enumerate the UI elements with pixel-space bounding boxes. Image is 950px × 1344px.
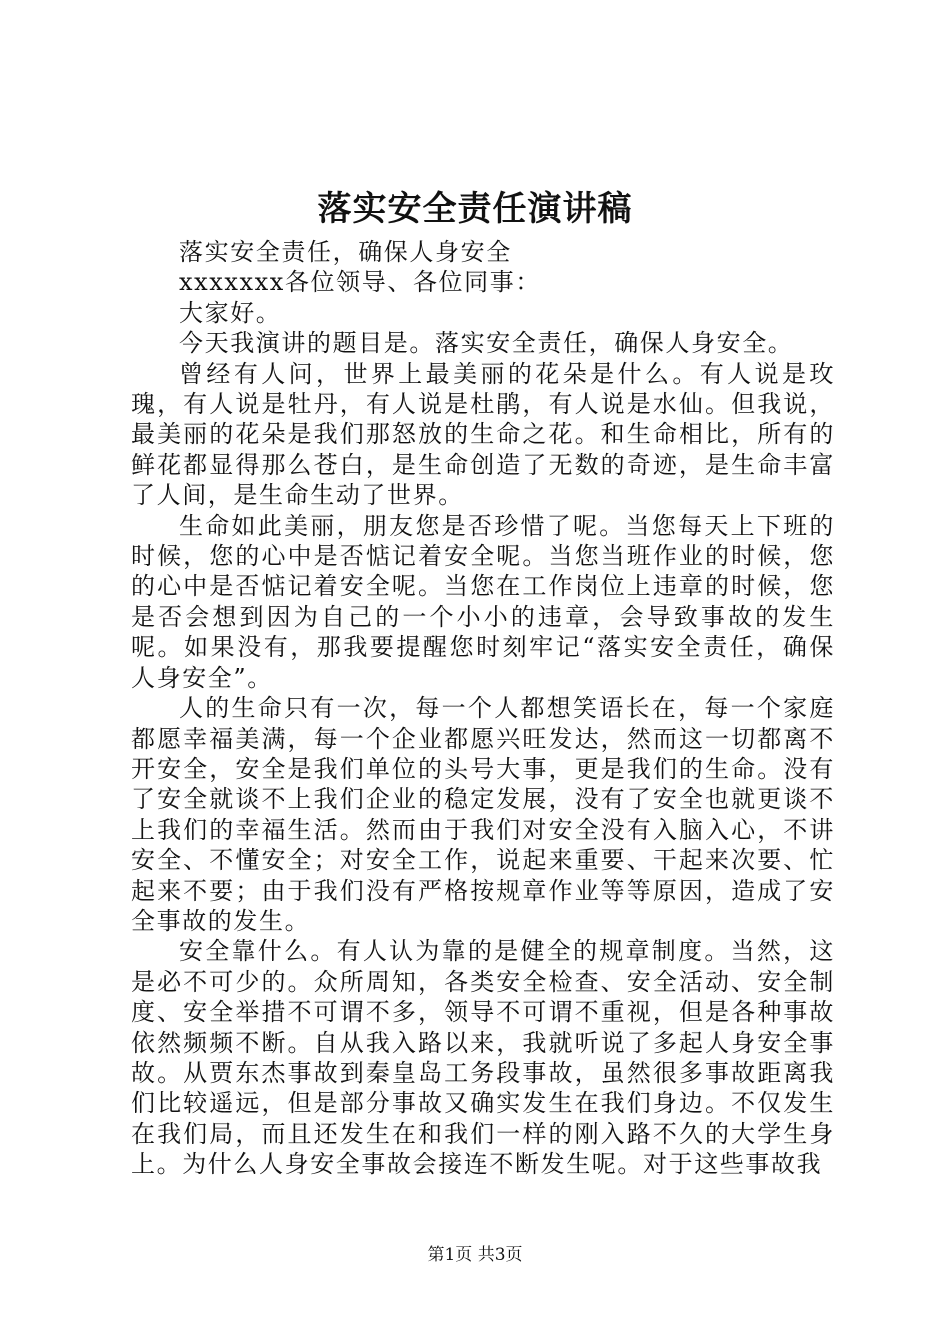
paragraph-flowers: 曾经有人问，世界上最美丽的花朵是什么。有人说是玫瑰，有人说是牡丹，有人说是杜鹃，有人说是水仙。但我说，最美丽的花朵是我们那怒放的生命之花。和生命相比，所有的鲜花都显得那么苍白，是生命创造了无数的奇迹，是生命丰富了人间，是生命生动了世界。 <box>131 359 835 510</box>
document-title: 落实安全责任演讲稿 <box>317 189 633 229</box>
paragraph-life-once: 人的生命只有一次，每一个人都想笑语长在，每一个家庭都愿幸福美满，每一个企业都愿兴旺发达，然而这一切都离不开安全，安全是我们单位的头号大事，更是我们的生命。没有了安全就谈不上我们企业的稳定发展，没有了安全也就更谈不上我们的幸福生活。然而由于我们对安全没有入脑入心，不讲安全、不懂安全；对安全工作，说起来重要、干起来次要、忙起来不要；由于我们没有严格按规章作业等等原因，造成了安全事故的发生。 <box>131 694 835 935</box>
paragraph-subtitle: 落实安全责任，确保人身安全 <box>179 238 512 266</box>
page-number-footer: 第1页 共3页 <box>427 1245 523 1265</box>
paragraph-topic: 今天我演讲的题目是。落实安全责任，确保人身安全。 <box>179 329 794 358</box>
paragraph-cherish-life: 生命如此美丽，朋友您是否珍惜了呢。当您每天上下班的时候，您的心中是否惦记着安全呢。当您当班作业的时候，您的心中是否惦记着安全呢。当您在工作岗位上违章的时候，您是否会想到因为自己的一个小小的违章，会导致事故的发生呢。如果没有，那我要提醒您时刻牢记“落实安全责任，确保人身安全”。 <box>131 511 835 692</box>
paragraph-salutation: xxxxxxx各位领导、各位同事： <box>179 268 541 297</box>
paragraph-rely-on: 安全靠什么。有人认为靠的是健全的规章制度。当然，这是必不可少的。众所周知，各类安全检查、安全活动、安全制度、安全举措不可谓不多，领导不可谓不重视，但是各种事故依然频频不断。自从我入路以来，我就听说了多起人身安全事故。从贾东杰事故到秦皇岛工务段事故，虽然很多事故距离我们比较遥远，但是部分事故又确实发生在我们身边。不仅发生在我们局，而且还发生在和我们一样的刚入路不久的大学生身上。为什么人身安全事故会接连不断发生呢。对于这些事故我 <box>131 937 835 1179</box>
document-body <box>131 237 835 1180</box>
paragraph-greeting: 大家好。 <box>179 298 282 327</box>
